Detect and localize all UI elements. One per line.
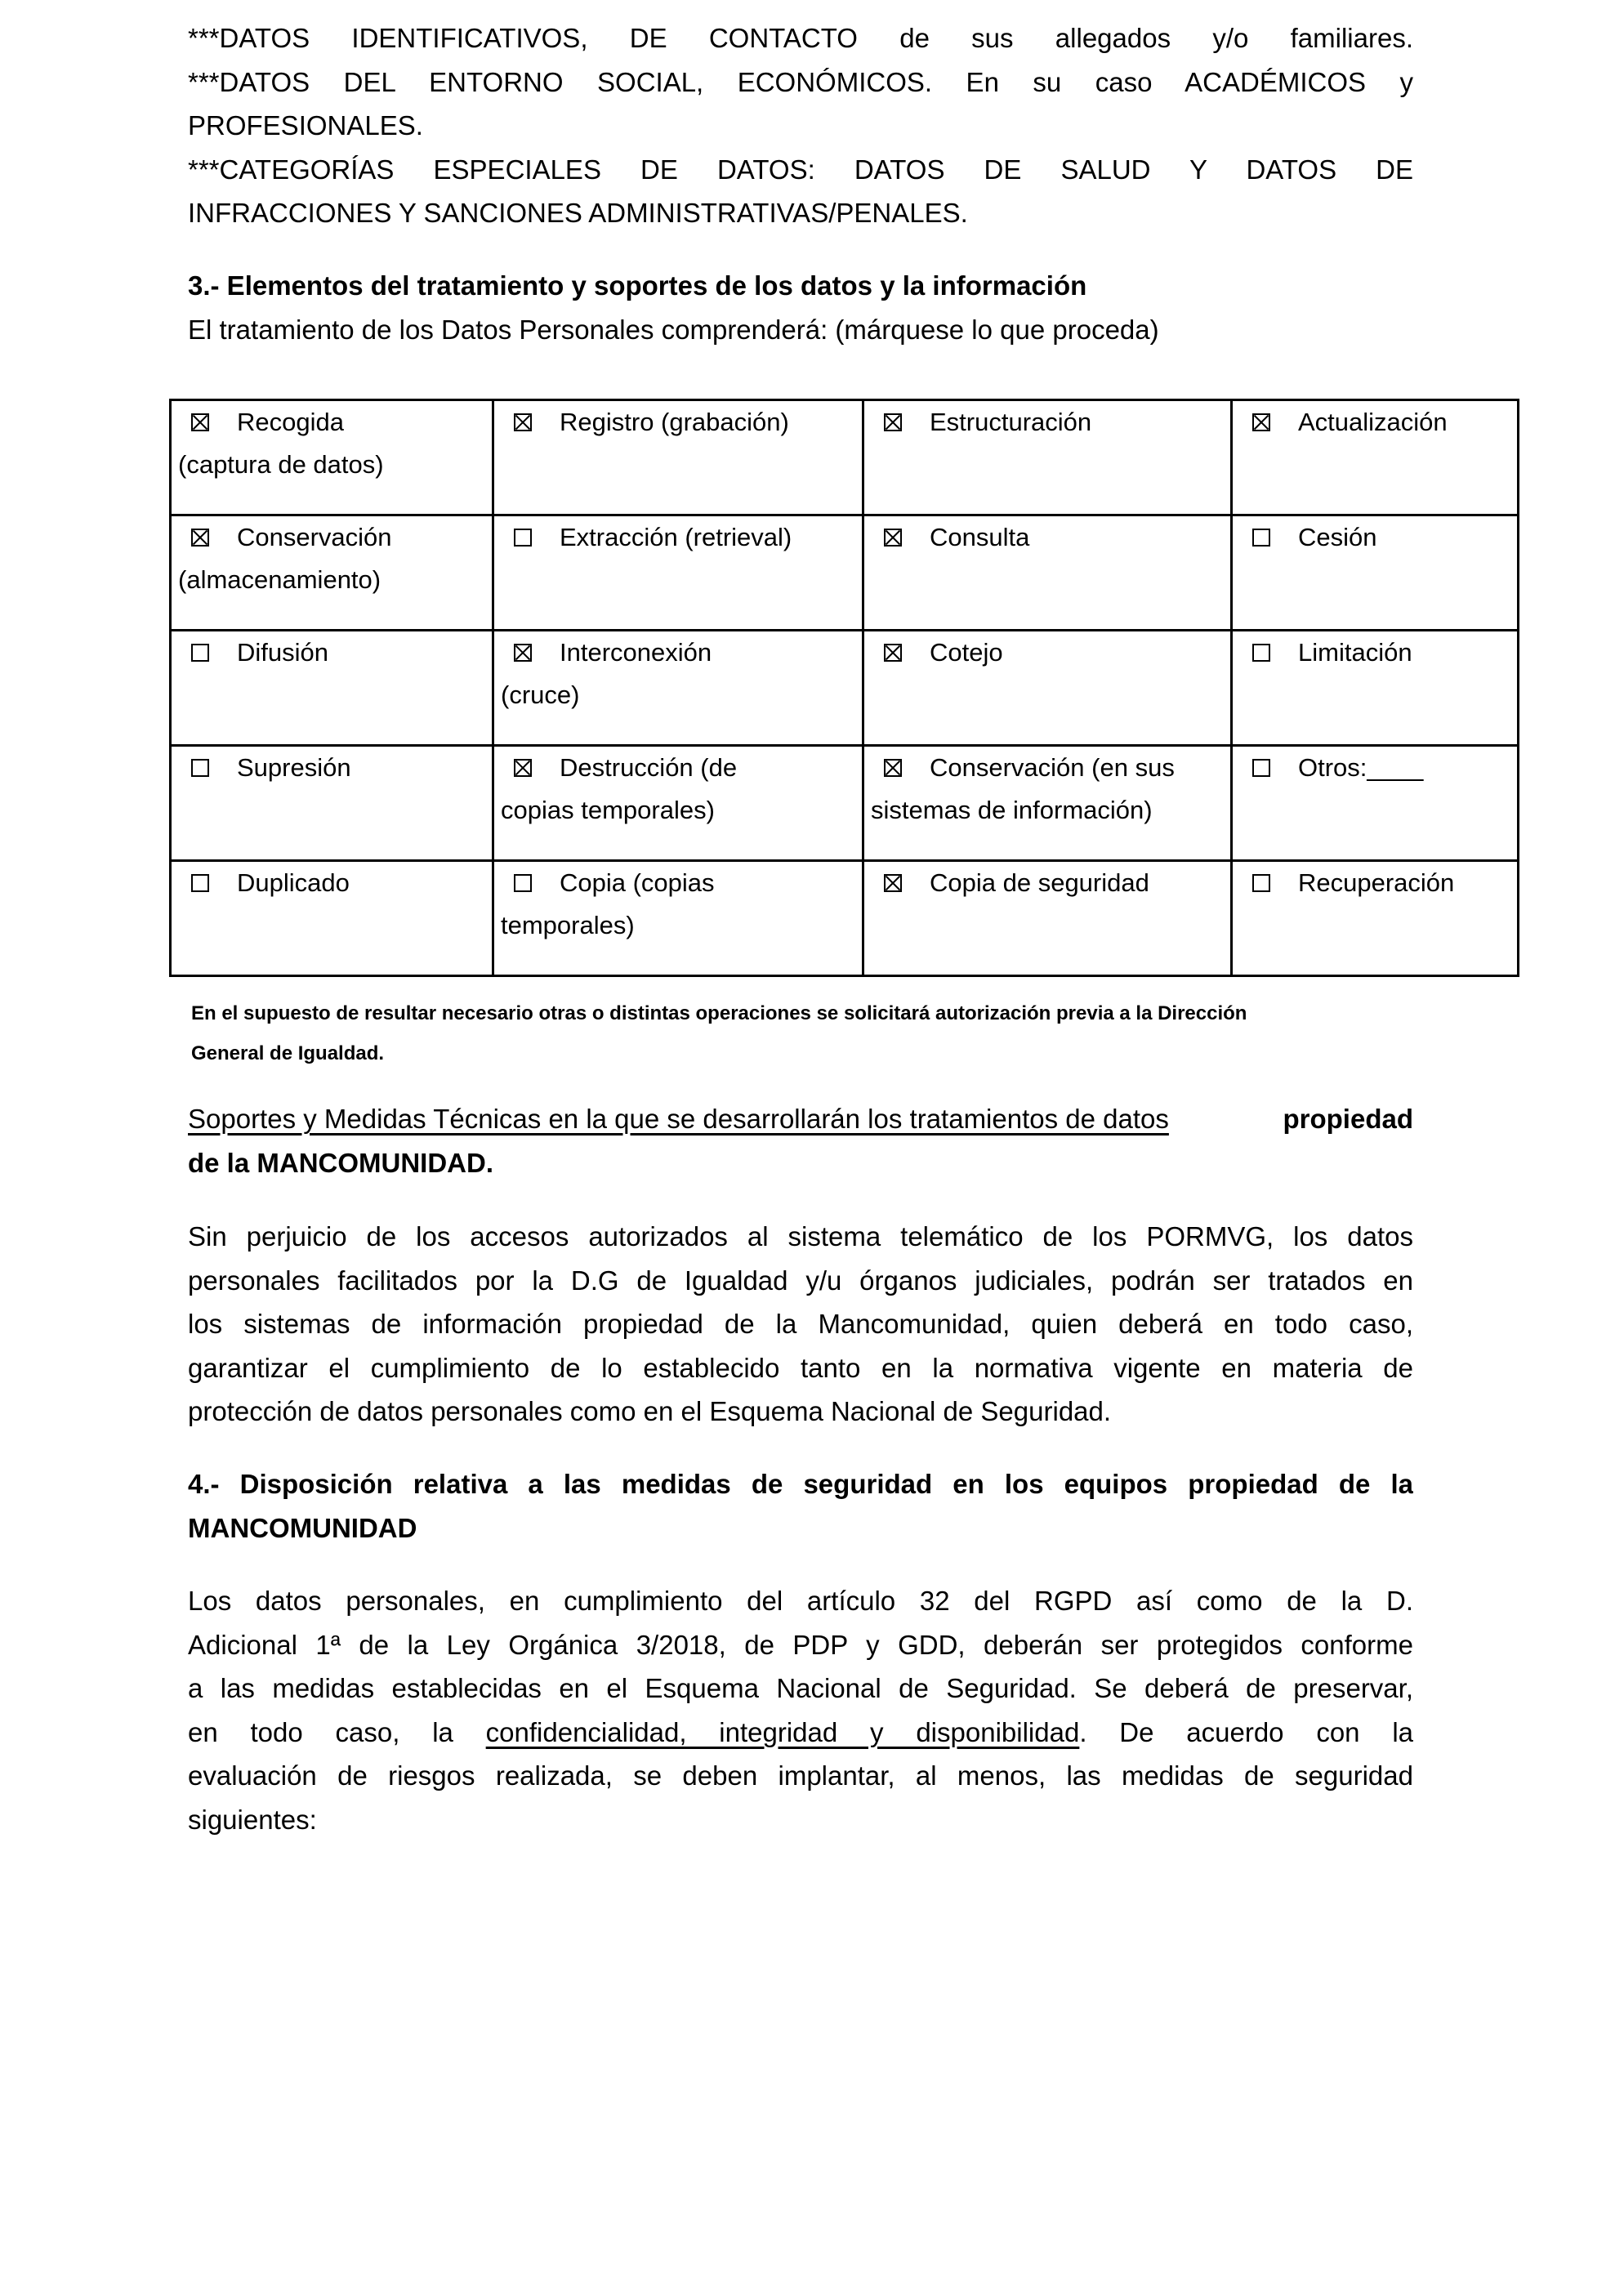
checkbox-unchecked-icon[interactable]: [191, 644, 209, 662]
checkbox-unchecked-icon[interactable]: [1252, 529, 1270, 547]
table-row: [171, 631, 1519, 746]
table-cell: [171, 631, 493, 746]
checkbox-unchecked-icon[interactable]: [1252, 759, 1270, 777]
supports-bold-tail: propiedad: [1283, 1104, 1413, 1134]
intro-line: ***CATEGORÍAS ESPECIALES DE DATOS: DATOS DE SALUD Y DATOS DE: [188, 154, 1413, 185]
table-cell: [493, 400, 863, 515]
paragraph-line: evaluación de riesgos realizada, se deben implantar, al menos, las medidas de seguridad: [188, 1760, 1413, 1791]
supports-heading: [188, 1097, 1413, 1185]
checkbox-checked-icon[interactable]: [191, 529, 209, 547]
checkbox-checked-icon[interactable]: [514, 413, 532, 431]
table-cell: [863, 746, 1232, 861]
table-cell: [171, 861, 493, 976]
operation-label: Limitación: [1298, 638, 1412, 667]
line-text: . De acuerdo con la: [1079, 1716, 1413, 1747]
operation-label: Cesión: [1298, 523, 1377, 551]
checkbox-unchecked-icon[interactable]: [1252, 874, 1270, 892]
supports-paragraph: [188, 1215, 1413, 1434]
operation-label: Supresión: [237, 753, 351, 782]
intro-line: ***DATOS IDENTIFICATIVOS, DE CONTACTO de sus allegados y/o familiares.: [188, 23, 1413, 53]
table-row: [171, 746, 1519, 861]
cia-underlined-text: confidencialidad, integridad y disponibilidad: [485, 1716, 1080, 1747]
operation-label-cont: copias temporales): [501, 796, 715, 824]
section-3-subtitle: El tratamiento de los Datos Personales comprenderá: (márquese lo que proceda): [188, 314, 1159, 345]
operation-label: Recogida: [237, 408, 344, 436]
operation-label: Extracción (retrieval): [560, 523, 792, 551]
checkbox-unchecked-icon[interactable]: [191, 759, 209, 777]
table-cell: [1232, 515, 1519, 631]
checkbox-checked-icon[interactable]: [884, 413, 902, 431]
checkbox-checked-icon[interactable]: [1252, 413, 1270, 431]
operation-label: Cotejo: [930, 638, 1003, 667]
table-cell: [171, 515, 493, 631]
intro-data-categories: [188, 16, 1413, 235]
table-row: [171, 861, 1519, 976]
section-4-heading-line: 4.- Disposición relativa a las medidas de seguridad en los equipos propiedad de la: [188, 1469, 1413, 1499]
intro-line: INFRACCIONES Y SANCIONES ADMINISTRATIVAS/PENALES.: [188, 198, 968, 228]
table-cell: [493, 746, 863, 861]
table-row: [171, 515, 1519, 631]
operation-label: Otros:____: [1298, 753, 1424, 782]
paragraph-line: personales facilitados por la D.G de Igualdad y/u órganos judiciales, podrán ser tratados en: [188, 1265, 1413, 1296]
table-cell: [1232, 746, 1519, 861]
table-cell: [863, 631, 1232, 746]
checkbox-checked-icon[interactable]: [884, 529, 902, 547]
checkbox-checked-icon[interactable]: [884, 874, 902, 892]
checkbox-unchecked-icon[interactable]: [1252, 644, 1270, 662]
paragraph-line: a las medidas establecidas en el Esquema Nacional de Seguridad. Se deberá de preservar,: [188, 1673, 1413, 1703]
operation-label: Copia (copias: [560, 868, 715, 897]
operation-label: Consulta: [930, 523, 1030, 551]
supports-heading-line: [188, 1097, 1413, 1141]
table-cell: [1232, 400, 1519, 515]
intro-line: ***DATOS DEL ENTORNO SOCIAL, ECONÓMICOS. En su caso ACADÉMICOS y: [188, 66, 1413, 97]
section-3: [188, 264, 1413, 351]
operation-label: Conservación (en sus: [930, 753, 1175, 782]
intro-line: PROFESIONALES.: [188, 110, 423, 141]
checkbox-checked-icon[interactable]: [884, 759, 902, 777]
operation-label: Registro (grabación): [560, 408, 789, 436]
paragraph-line: Sin perjuicio de los accesos autorizados al sistema telemático de los PORMVG, los datos: [188, 1221, 1413, 1252]
table-cell: [171, 746, 493, 861]
operation-label: Actualización: [1298, 408, 1448, 436]
table-cell: [493, 515, 863, 631]
operation-label: Conservación: [237, 523, 392, 551]
checkbox-checked-icon[interactable]: [884, 644, 902, 662]
operation-label: Estructuración: [930, 408, 1092, 436]
supports-underlined-text: Soportes y Medidas Técnicas en la que se desarrollarán los tratamientos de datos: [188, 1104, 1169, 1134]
table-cell: [493, 861, 863, 976]
table-note-line: General de Igualdad.: [191, 1042, 385, 1064]
table-cell: [863, 515, 1232, 631]
supports-heading-line2: de la MANCOMUNIDAD.: [188, 1147, 494, 1178]
paragraph-line: los sistemas de información propiedad de la Mancomunidad, quien deberá en todo caso,: [188, 1309, 1413, 1339]
section-4-heading-line: MANCOMUNIDAD: [188, 1512, 417, 1543]
operation-label: Destrucción (de: [560, 753, 738, 782]
paragraph-line: garantizar el cumplimiento de lo establecido tanto en la normativa vigente en materia de: [188, 1352, 1413, 1383]
table-cell: [863, 861, 1232, 976]
operation-label-cont: (almacenamiento): [178, 565, 381, 594]
paragraph-line: protección de datos personales como en el Esquema Nacional de Seguridad.: [188, 1396, 1112, 1426]
operation-label-cont: sistemas de información): [871, 796, 1153, 824]
table-row: [171, 400, 1519, 515]
operation-label: Copia de seguridad: [930, 868, 1149, 897]
table-cell: [1232, 861, 1519, 976]
operation-label-cont: (cruce): [501, 680, 580, 709]
checkbox-unchecked-icon[interactable]: [514, 874, 532, 892]
table-cell: [171, 400, 493, 515]
checkbox-checked-icon[interactable]: [191, 413, 209, 431]
checkbox-unchecked-icon[interactable]: [191, 874, 209, 892]
section-3-heading: 3.- Elementos del tratamiento y soportes de los datos y la información: [188, 270, 1087, 301]
paragraph-line: Los datos personales, en cumplimiento del artículo 32 del RGPD así como de la D.: [188, 1586, 1413, 1616]
table-cell: [1232, 631, 1519, 746]
paragraph-line: Adicional 1ª de la Ley Orgánica 3/2018, de PDP y GDD, deberán ser protegidos conforme: [188, 1629, 1413, 1660]
checkbox-unchecked-icon[interactable]: [514, 529, 532, 547]
paragraph-line: siguientes:: [188, 1804, 317, 1835]
operations-table: [169, 399, 1519, 977]
operation-label: Interconexión: [560, 638, 712, 667]
line-text: en todo caso, la: [188, 1716, 453, 1747]
operation-label: Duplicado: [237, 868, 350, 897]
operation-label: Recuperación: [1298, 868, 1455, 897]
checkbox-checked-icon[interactable]: [514, 759, 532, 777]
operation-label-cont: (captura de datos): [178, 450, 384, 479]
table-cell: [863, 400, 1232, 515]
table-note: [191, 993, 1417, 1073]
table-cell: [493, 631, 863, 746]
checkbox-checked-icon[interactable]: [514, 644, 532, 662]
operation-label-cont: temporales): [501, 911, 635, 939]
paragraph-line: [188, 1711, 1413, 1755]
security-paragraph: [188, 1579, 1413, 1841]
section-4-heading: [188, 1462, 1413, 1550]
operation-label: Difusión: [237, 638, 328, 667]
table-note-line: En el supuesto de resultar necesario otras o distintas operaciones se solicitará autorización previa a la Dirección: [191, 1002, 1247, 1024]
